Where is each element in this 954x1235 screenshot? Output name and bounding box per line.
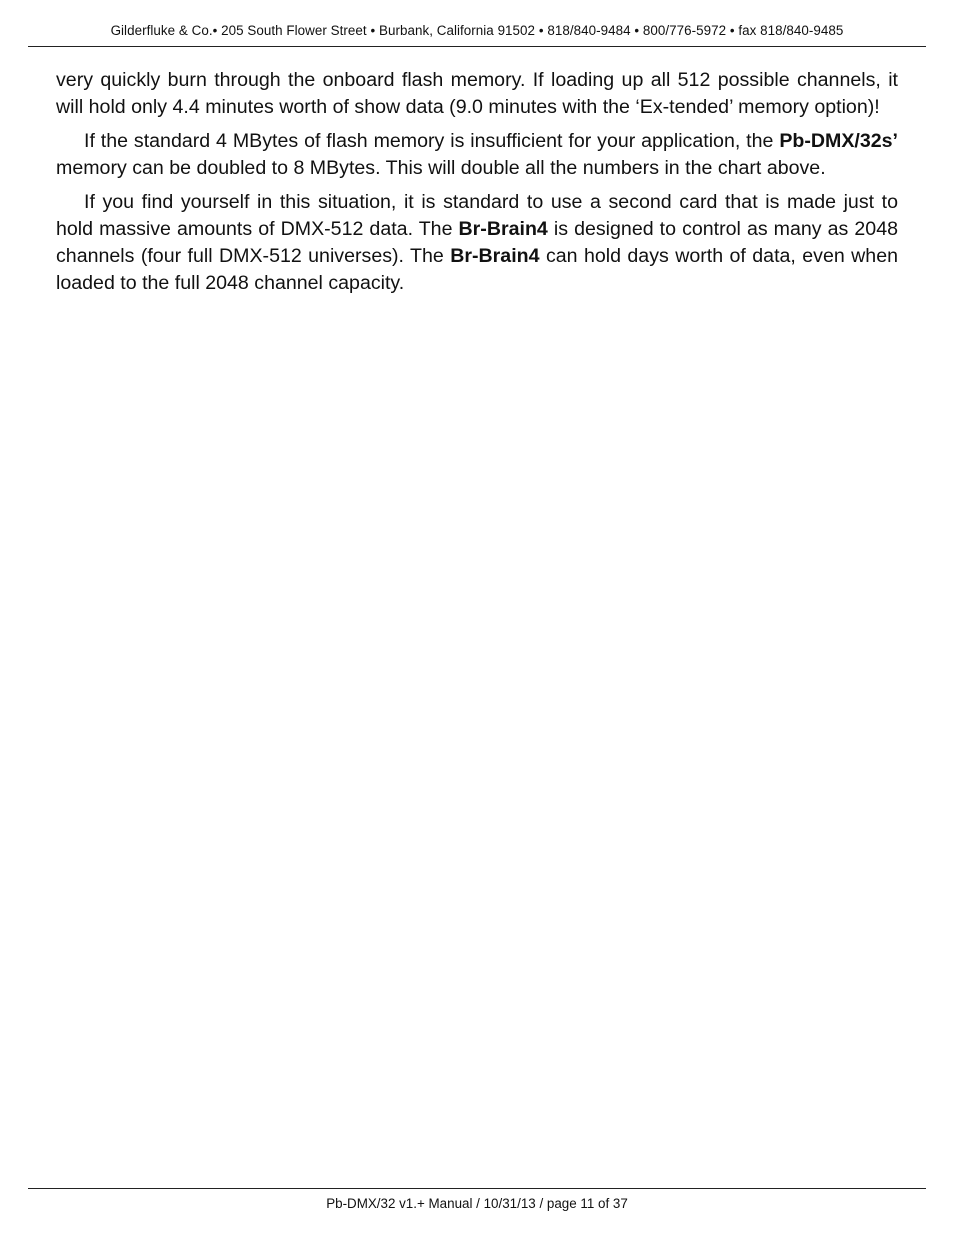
product-name-br-brain4-2: Br-Brain4 bbox=[450, 245, 540, 267]
page-footer bbox=[28, 1188, 926, 1213]
paragraph-3-text-c: is designed to control as many as 2048 channels (four full DMX-512 universes). The bbox=[56, 218, 898, 267]
paragraph-3 bbox=[56, 189, 898, 297]
paragraph-2-text-a: If the standard 4 MBytes of flash memory is insufficient for your application, the bbox=[84, 130, 780, 152]
footer-page-info: Pb-DMX/32 v1.+ Manual / 10/31/13 / page 11 of 37 bbox=[326, 1196, 628, 1211]
paragraph-3-text-e: can hold days worth of data, even when loaded to the full 2048 channel capacity. bbox=[56, 245, 898, 294]
paragraph-2-text-c: memory can be doubled to 8 MBytes. This will double all the numbers in the chart above. bbox=[56, 157, 826, 179]
paragraph-1: very quickly burn through the onboard flash memory. If loading up all 512 possible channels, it will hold only 4.4 minutes worth of show data (9.0 minutes with the ‘Ex-tended’ memory option)! bbox=[56, 69, 898, 118]
page-header bbox=[28, 22, 926, 47]
paragraph-2 bbox=[56, 128, 898, 182]
page-body bbox=[56, 67, 898, 304]
product-name-br-brain4: Br-Brain4 bbox=[458, 218, 548, 240]
header-contact-line: Gilderfluke & Co.• 205 South Flower Street • Burbank, California 91502 • 818/840-9484 • 800/776-5972 • fax 818/840-9485 bbox=[110, 23, 844, 38]
paragraph-3-text-a: If you find yourself in this situation, it is standard to use a second card that is made just to hold massive amounts of DMX-512 data. The bbox=[56, 191, 898, 240]
product-name-pb-dmx32s: Pb-DMX/32s’ bbox=[779, 130, 898, 152]
